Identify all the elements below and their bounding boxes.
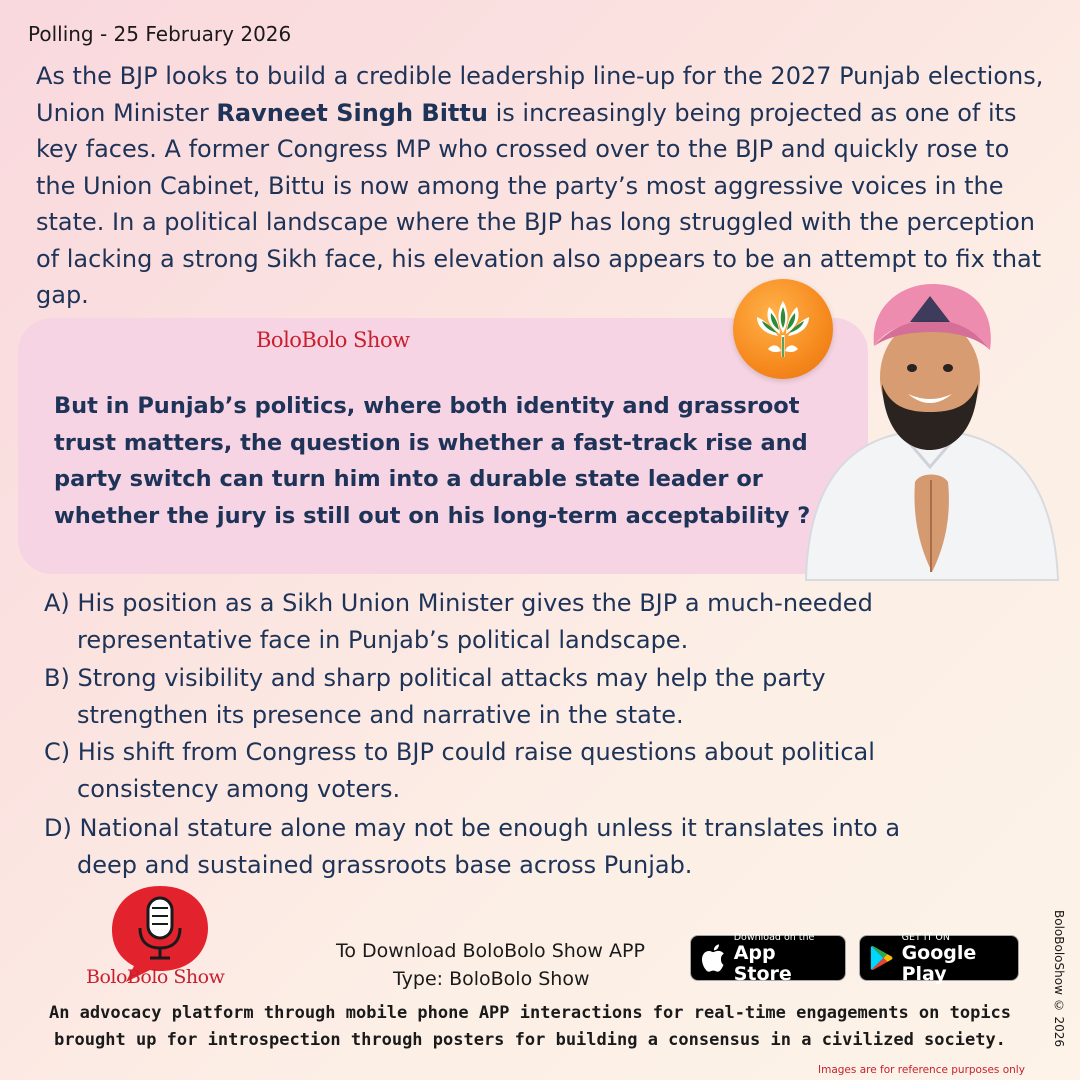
option-d-line2: deep and sustained grassroots base across Punjab.: [77, 851, 693, 879]
intro-text-after: is increasingly being projected as one of its key faces. A former Congress MP who crossed over to the BJP and quickly rose to the Union Cabinet, Bittu is now among the party’s most aggressive voices in the state. In a political landscape where the BJP has long struggled with the perception of lacking a strong Sikh face, his elevation also appears to be an attempt to fix that gap.: [36, 98, 1042, 309]
google-play-big: Google Play: [901, 941, 977, 985]
portrait-illustration: [800, 282, 1062, 582]
option-a-line1: His position as a Sikh Union Minister gives the BJP a much-needed: [77, 589, 873, 617]
politician-portrait: [800, 282, 1062, 582]
option-d-letter: D): [44, 814, 72, 842]
option-b-line2: strengthen its presence and narrative in the state.: [77, 701, 684, 729]
intro-paragraph: [36, 58, 1046, 314]
option-d[interactable]: [44, 810, 900, 884]
download-type: Type: BoloBolo Show: [393, 968, 590, 990]
tagline-line1: An advocacy platform through mobile phone APP interactions for real-time engagements on topics: [48, 1003, 1012, 1023]
play-icon: [870, 943, 894, 973]
tagline: [30, 1000, 1030, 1054]
option-a-line2: representative face in Punjab’s political landscape.: [77, 626, 689, 654]
copyright-notice: BoloBoloShow © 2026: [1052, 910, 1066, 1048]
option-c-line2: consistency among voters.: [77, 775, 401, 803]
app-store-badge[interactable]: [690, 931, 846, 985]
intro-highlight-name: Ravneet Singh Bittu: [216, 98, 488, 127]
brand-name-bottom: BoloBolo Show: [86, 966, 225, 988]
option-d-line1: National stature alone may not be enough unless it translates into a: [79, 814, 901, 842]
google-play-small: GET IT ON: [901, 931, 950, 943]
option-a-letter: A): [44, 589, 70, 617]
option-b-line1: Strong visibility and sharp political attacks may help the party: [77, 664, 826, 692]
brand-name-top: BoloBolo Show: [256, 328, 410, 352]
tagline-line2: brought up for introspection through posters for building a consensus in a civilized society.: [54, 1030, 1006, 1050]
google-play-badge[interactable]: [859, 931, 1019, 985]
option-b[interactable]: [44, 660, 826, 734]
poll-question: But in Punjab’s politics, where both identity and grassroot trust matters, the question is whether a fast-track rise and party switch can turn him into a durable state leader or whether the jury is still out on his long-term acceptability ?: [54, 393, 811, 529]
option-c-letter: C): [44, 738, 71, 766]
app-store-small: Download on the: [733, 931, 815, 943]
apple-icon: [701, 943, 726, 973]
download-instruction: To Download BoloBolo Show APP: [336, 940, 645, 962]
polling-date: Polling - 25 February 2026: [28, 22, 292, 46]
app-store-big: App Store: [733, 941, 792, 985]
option-a[interactable]: [44, 585, 873, 659]
image-disclaimer: Images are for reference purposes only: [818, 1064, 1025, 1076]
option-c[interactable]: [44, 734, 875, 808]
google-play-text: [902, 932, 1008, 985]
option-c-line1: His shift from Congress to BJP could raise questions about political: [77, 738, 875, 766]
app-store-text: [734, 932, 835, 985]
option-b-letter: B): [44, 664, 70, 692]
intro-text-before: As the BJP looks to build a credible leadership line-up for the 2027 Punjab elections, Union Minister: [36, 62, 1044, 127]
